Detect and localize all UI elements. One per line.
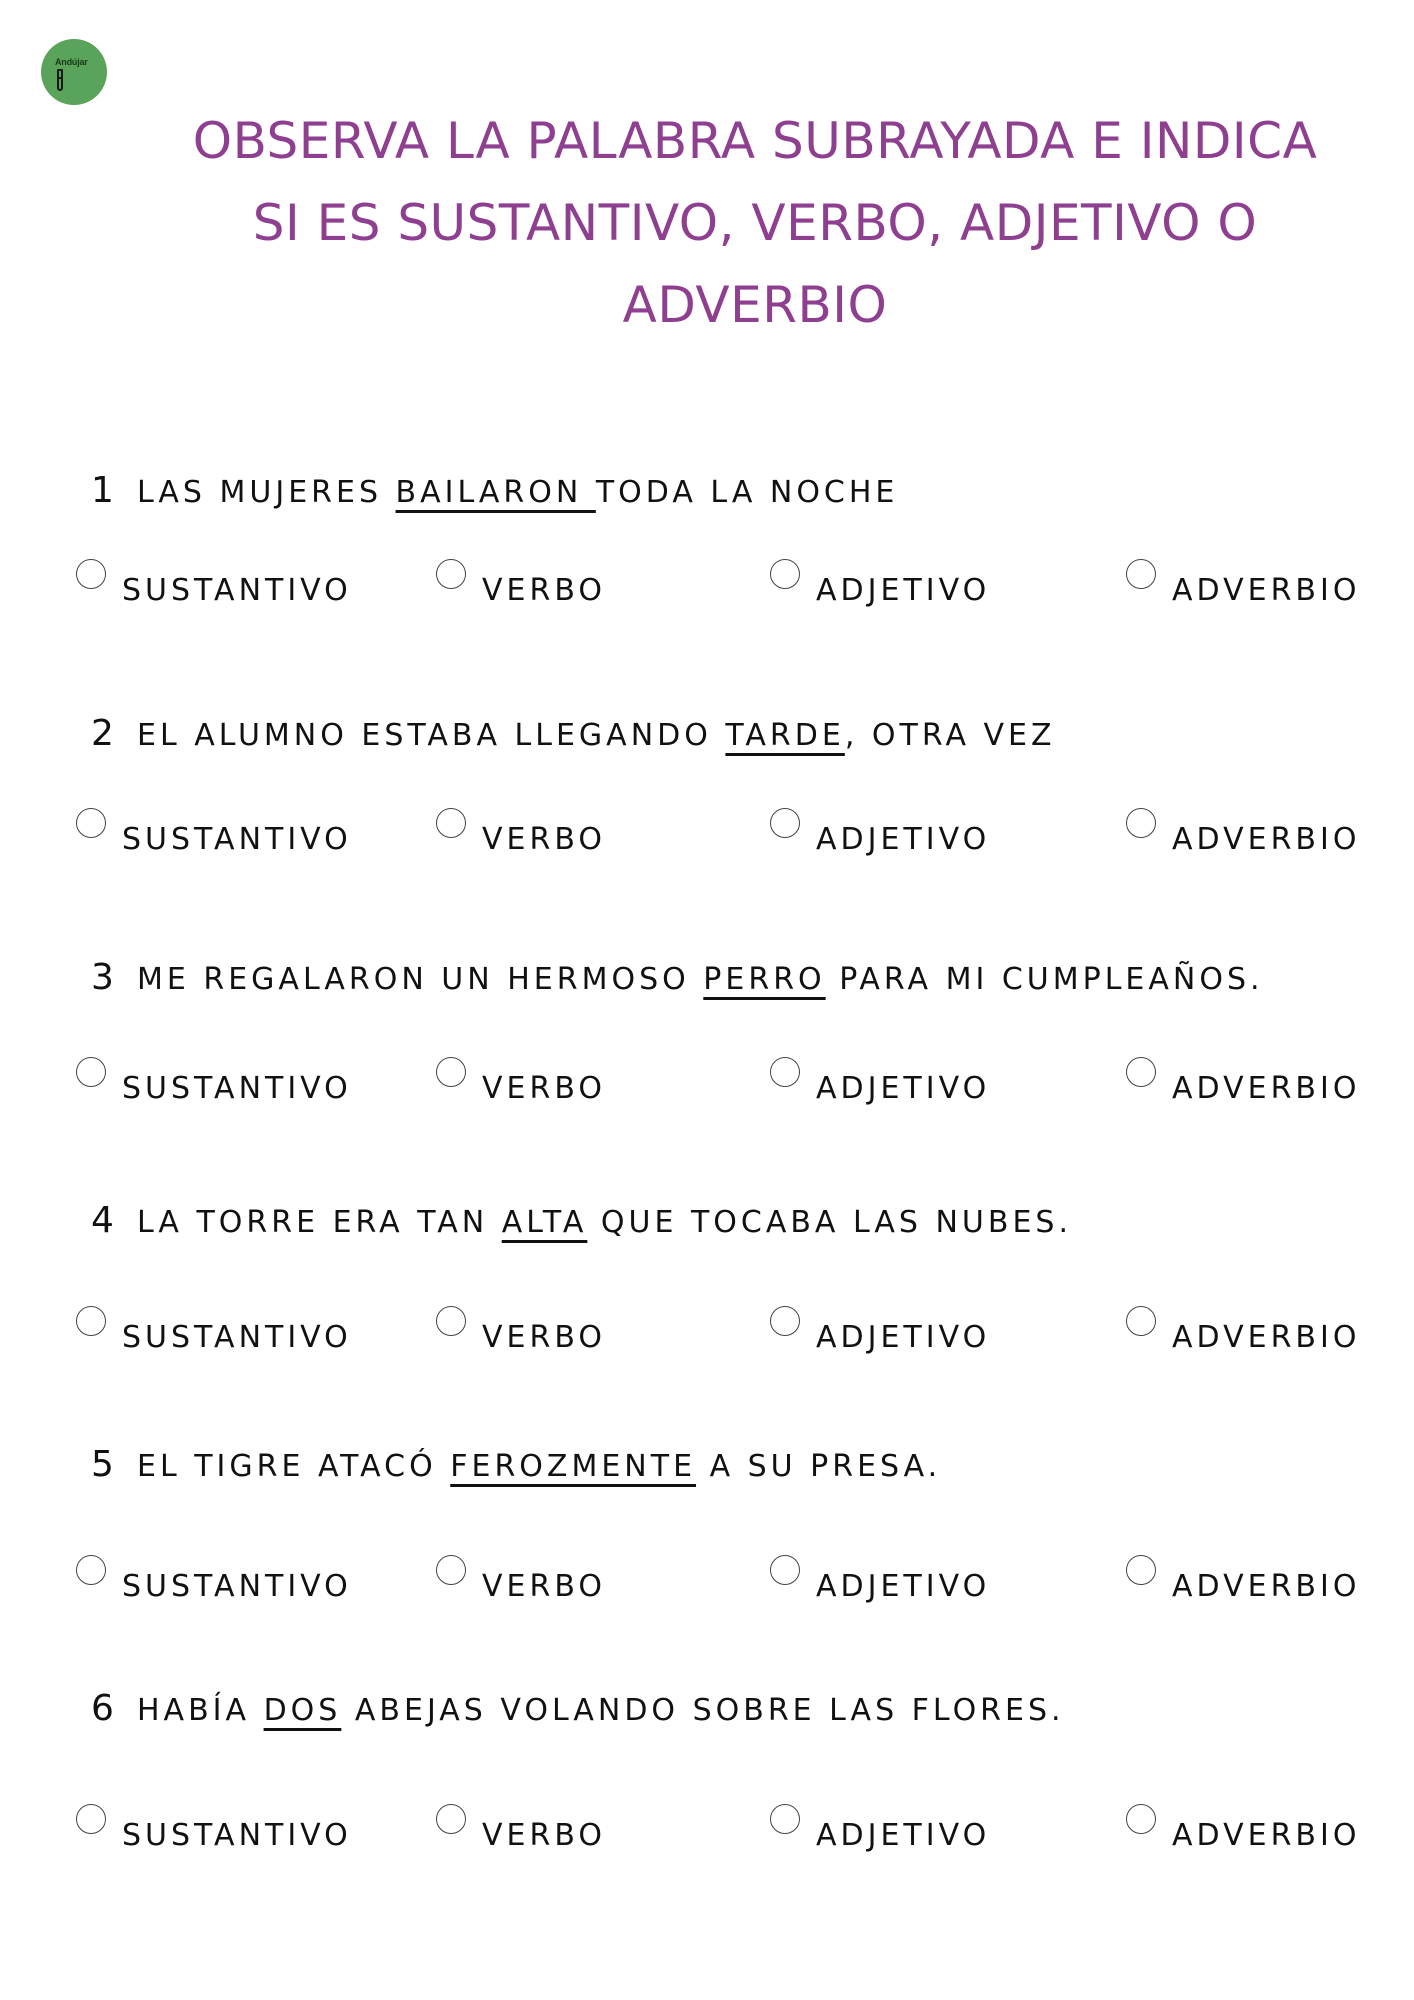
question-number: 3 bbox=[91, 957, 114, 998]
radio-button[interactable] bbox=[436, 1306, 466, 1336]
option-label: VERBO bbox=[482, 1569, 606, 1604]
question-number: 4 bbox=[91, 1200, 114, 1241]
radio-button[interactable] bbox=[1126, 1555, 1156, 1585]
radio-button[interactable] bbox=[76, 808, 106, 838]
option-label: ADJETIVO bbox=[816, 1818, 991, 1853]
option-label: ADVERBIO bbox=[1172, 1818, 1361, 1853]
question-text-after: QUE TOCABA LAS NUBES. bbox=[587, 1205, 1073, 1240]
radio-button[interactable] bbox=[770, 559, 800, 589]
question-text-before: ME REGALARON UN HERMOSO bbox=[137, 962, 704, 997]
question-number: 6 bbox=[91, 1688, 114, 1729]
question-2 bbox=[91, 713, 1351, 754]
option-label: ADVERBIO bbox=[1172, 1320, 1361, 1355]
option-label: VERBO bbox=[482, 822, 606, 857]
option-label: ADVERBIO bbox=[1172, 822, 1361, 857]
question-text-before: EL ALUMNO ESTABA LLEGANDO bbox=[137, 718, 726, 753]
logo-text: Andújar bbox=[55, 57, 88, 67]
underlined-word: PERRO bbox=[703, 962, 826, 997]
option-label: ADJETIVO bbox=[816, 1569, 991, 1604]
radio-button[interactable] bbox=[76, 1057, 106, 1087]
pencil-icon bbox=[57, 69, 63, 91]
radio-button[interactable] bbox=[76, 559, 106, 589]
option-label: ADJETIVO bbox=[816, 822, 991, 857]
worksheet-title: OBSERVA LA PALABRA SUBRAYADA E INDICA SI ES SUSTANTIVO, VERBO, ADJETIVO O ADVERBIO bbox=[192, 112, 1318, 334]
question-text-after: TODA LA NOCHE bbox=[595, 475, 899, 510]
option-label: VERBO bbox=[482, 1320, 606, 1355]
radio-button[interactable] bbox=[1126, 1804, 1156, 1834]
radio-button[interactable] bbox=[436, 1057, 466, 1087]
option-label: SUSTANTIVO bbox=[122, 1569, 352, 1604]
radio-button[interactable] bbox=[1126, 559, 1156, 589]
question-4 bbox=[91, 1200, 1351, 1241]
option-label: ADVERBIO bbox=[1172, 1071, 1361, 1106]
radio-button[interactable] bbox=[770, 1555, 800, 1585]
question-5 bbox=[91, 1444, 1351, 1485]
question-text-after: ABEJAS VOLANDO SOBRE LAS FLORES. bbox=[341, 1693, 1065, 1728]
underlined-word: ALTA bbox=[501, 1205, 588, 1240]
option-label: ADVERBIO bbox=[1172, 1569, 1361, 1604]
underlined-word: DOS bbox=[263, 1693, 342, 1728]
question-text-after: A SU PRESA. bbox=[696, 1449, 942, 1484]
radio-button[interactable] bbox=[770, 1306, 800, 1336]
option-label: ADJETIVO bbox=[816, 1320, 991, 1355]
option-label: VERBO bbox=[482, 1071, 606, 1106]
radio-button[interactable] bbox=[436, 1804, 466, 1834]
radio-button[interactable] bbox=[770, 1057, 800, 1087]
radio-button[interactable] bbox=[76, 1804, 106, 1834]
option-label: SUSTANTIVO bbox=[122, 573, 352, 608]
radio-button[interactable] bbox=[1126, 1306, 1156, 1336]
option-label: SUSTANTIVO bbox=[122, 1071, 352, 1106]
question-text-after: , OTRA VEZ bbox=[844, 718, 1056, 753]
radio-button[interactable] bbox=[76, 1555, 106, 1585]
question-6 bbox=[91, 1688, 1351, 1729]
radio-button[interactable] bbox=[436, 1555, 466, 1585]
radio-button[interactable] bbox=[770, 808, 800, 838]
underlined-word: BAILARON bbox=[395, 475, 596, 510]
radio-button[interactable] bbox=[436, 559, 466, 589]
radio-button[interactable] bbox=[1126, 808, 1156, 838]
radio-button[interactable] bbox=[1126, 1057, 1156, 1087]
question-number: 1 bbox=[91, 470, 114, 511]
underlined-word: TARDE bbox=[725, 718, 845, 753]
question-text-before: LAS MUJERES bbox=[137, 475, 396, 510]
option-label: VERBO bbox=[482, 1818, 606, 1853]
radio-button[interactable] bbox=[436, 808, 466, 838]
option-label: ADVERBIO bbox=[1172, 573, 1361, 608]
underlined-word: FEROZMENTE bbox=[450, 1449, 697, 1484]
option-label: SUSTANTIVO bbox=[122, 1818, 352, 1853]
option-label: ADJETIVO bbox=[816, 573, 991, 608]
question-text-before: HABÍA bbox=[137, 1693, 264, 1728]
option-label: SUSTANTIVO bbox=[122, 1320, 352, 1355]
question-text-after: PARA MI CUMPLEAÑOS. bbox=[825, 962, 1264, 997]
radio-button[interactable] bbox=[76, 1306, 106, 1336]
option-label: ADJETIVO bbox=[816, 1071, 991, 1106]
radio-button[interactable] bbox=[770, 1804, 800, 1834]
question-1 bbox=[91, 470, 1351, 511]
option-label: SUSTANTIVO bbox=[122, 822, 352, 857]
question-number: 5 bbox=[91, 1444, 114, 1485]
question-3 bbox=[91, 957, 1351, 998]
question-text-before: EL TIGRE ATACÓ bbox=[137, 1449, 451, 1484]
school-logo bbox=[41, 39, 107, 105]
question-text-before: LA TORRE ERA TAN bbox=[137, 1205, 502, 1240]
question-number: 2 bbox=[91, 713, 114, 754]
option-label: VERBO bbox=[482, 573, 606, 608]
